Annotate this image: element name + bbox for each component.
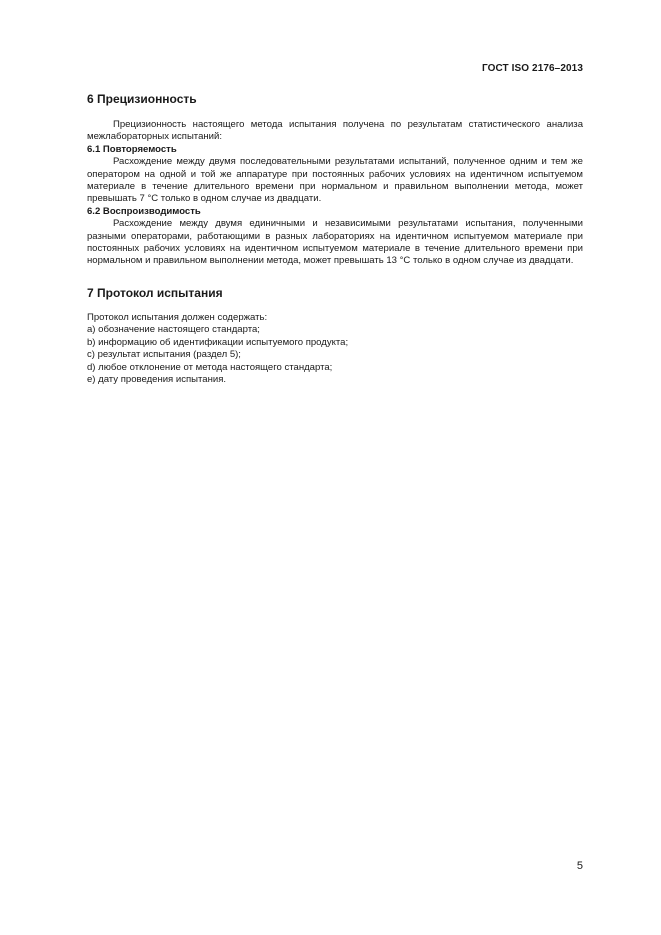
subsection-6-2-title: 6.2 Воспроизводимость xyxy=(87,205,201,217)
subsection-6-1-text: Расхождение между двумя последовательными результатами испытаний, полученное одним и тем же оператором на одной и той же аппаратуре при постоянных рабочих условиях на идентичном испытуемом материале в течение длительного времени при нормальном и правильном выполнении метода, может превышать 7 °С только в одном случае из двадцати. xyxy=(87,156,583,205)
standard-code: ГОСТ ISO 2176–2013 xyxy=(481,63,583,74)
section-6-intro: Прецизионность настоящего метода испытания получена по результатам статистического анализа межлабораторных испытаний: xyxy=(87,119,583,143)
subsection-6-2-text: Расхождение между двумя единичными и независимыми результатами испытания, полученными разными операторами, работающими в разных лабораториях на идентичном испытуемом материале при постоянных рабочих условиях на идентичном испытуемом материале в течение длительного времени при нормальном и правильном выполнении метода, может превышать 13 °С только в одном случае из двадцати. xyxy=(87,218,583,267)
list-item-b: b) информацию об идентификации испытуемого продукта; xyxy=(87,336,349,348)
section-6-title: 6 Прецизионность xyxy=(87,92,197,106)
page-number: 5 xyxy=(576,860,583,872)
section-7-body xyxy=(87,312,583,386)
list-item-e: e) дату проведения испытания. xyxy=(87,373,227,385)
list-item-c: c) результат испытания (раздел 5); xyxy=(87,349,241,361)
list-item-a: a) обозначение настоящего стандарта; xyxy=(87,324,260,336)
section-7-intro: Протокол испытания должен содержать: xyxy=(87,311,268,323)
section-7-title: 7 Протокол испытания xyxy=(87,285,223,300)
list-item-d: d) любое отклонение от метода настоящего стандарта; xyxy=(87,361,333,373)
subsection-6-1-title: 6.1 Повторяемость xyxy=(87,143,177,155)
page-content xyxy=(87,92,583,386)
